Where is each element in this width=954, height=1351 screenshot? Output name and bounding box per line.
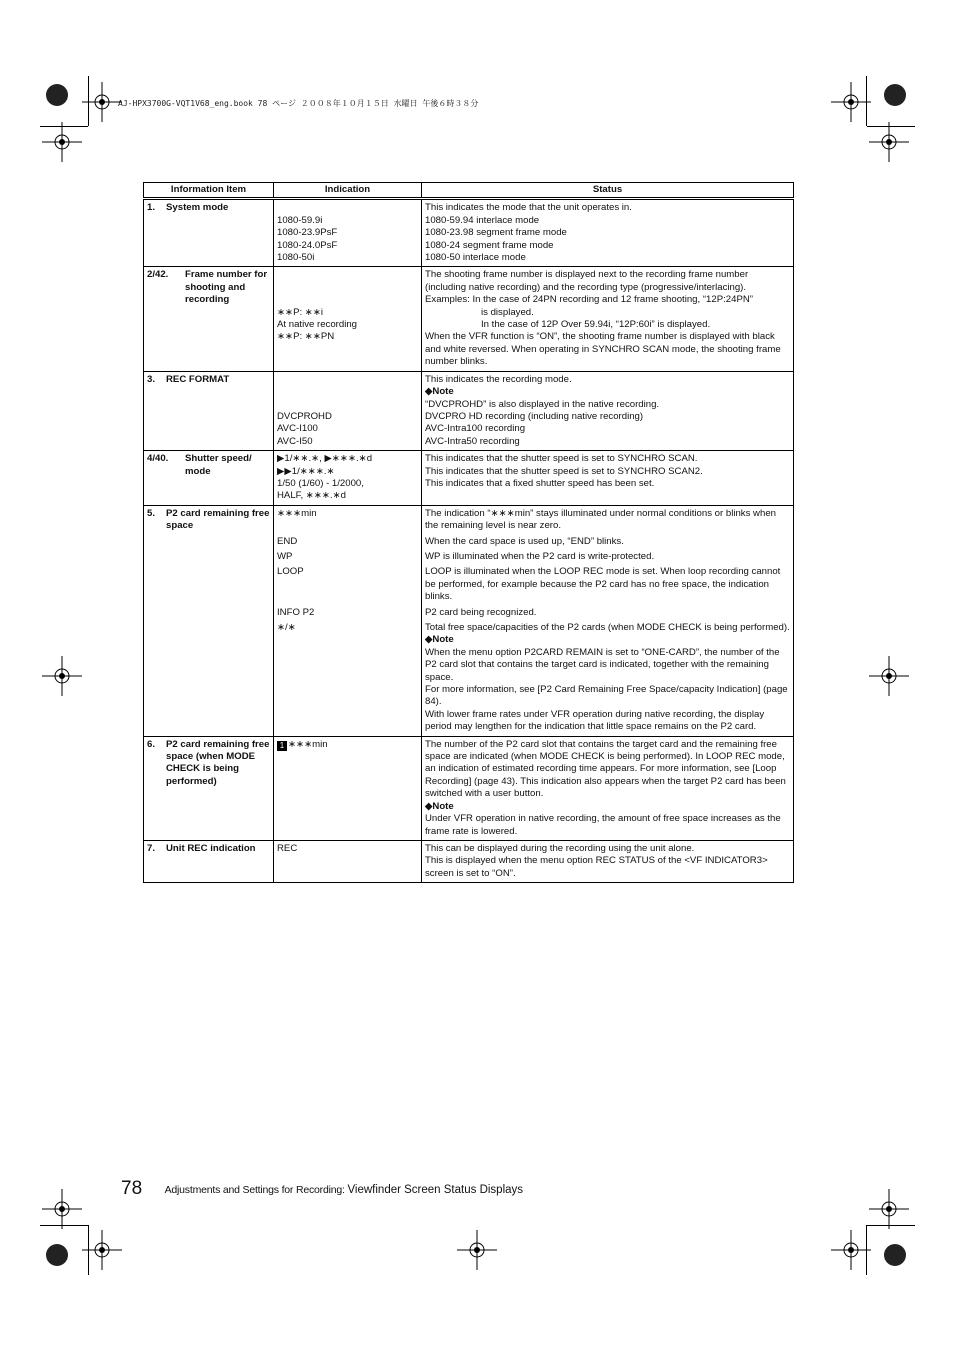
diamond-icon: ◆ <box>425 386 433 398</box>
status-line: This indicates the mode that the unit operates in. <box>425 202 632 214</box>
indication-line: ▶▶1/∗∗∗.∗ <box>277 465 335 477</box>
status-cell <box>422 505 794 736</box>
registration-crosshair-icon <box>831 82 871 122</box>
note-line: When the menu option P2CARD REMAIN is set to “ONE-CARD”, the number of the P2 card slot that contains the target card is indicated, together with the remaining space. <box>425 646 780 683</box>
item-number: 5. <box>147 507 156 519</box>
status-cell <box>422 840 794 882</box>
status-line: DVCPRO HD recording (including native recording) <box>425 410 644 422</box>
indication-cell <box>274 505 422 736</box>
status-line: This indicates that the shutter speed is set to SYNCHRO SCAN2. <box>425 465 703 477</box>
registration-spiral-icon <box>46 1244 68 1266</box>
indication-line <box>277 398 418 410</box>
item-name: Unit REC indication <box>166 842 256 854</box>
item-cell <box>144 840 274 882</box>
indication-line <box>277 202 418 214</box>
status-line: 1080-59.94 interlace mode <box>425 214 540 226</box>
status-line: When the card space is used up, “END” blinks. <box>425 535 624 547</box>
note-heading: ◆Note <box>425 386 454 398</box>
indication-cell <box>274 736 422 840</box>
item-number: 2/42. <box>147 269 169 281</box>
item-number: 7. <box>147 842 156 854</box>
status-line: 1080-23.98 segment frame mode <box>425 227 567 239</box>
status-line: Examples: In the case of 24PN recording and 12 frame shooting, “12P:24PN” <box>425 294 753 306</box>
indication-cell <box>274 840 422 882</box>
indication-line: END <box>277 535 298 547</box>
registration-crosshair-icon <box>831 1230 871 1270</box>
indication-line: ▶1/∗∗.∗, ▶∗∗∗.∗d <box>277 453 373 465</box>
indication-cell <box>274 371 422 450</box>
diamond-icon: ◆ <box>425 800 433 812</box>
item-cell <box>144 199 274 267</box>
status-line: The number of the P2 card slot that contains the target card and the remaining free space are indicated (when MODE CHECK is being performed). In LOOP REC mode, an indication of estimated recording time appears. For more information, see [Loop Recording] (page 43). This indication also appears when the target P2 card has been switched with a user button. <box>425 738 786 800</box>
status-line: LOOP is illuminated when the LOOP REC mode is set. When loop recording cannot be performed, for example because the P2 card has no free space, the indication blinks. <box>425 566 781 603</box>
status-cell <box>422 451 794 506</box>
indication-cell <box>274 451 422 506</box>
indication-line: ∗/∗ <box>277 621 296 633</box>
item-cell <box>144 736 274 840</box>
indication-line: ∗∗P: ∗∗i <box>277 306 324 318</box>
indication-cell <box>274 267 422 371</box>
registration-crosshair-icon <box>42 656 82 696</box>
status-line: This indicates that a fixed shutter speed has been set. <box>425 477 655 489</box>
footer-section-label: Adjustments and Settings for Recording: <box>164 1184 348 1196</box>
column-header: Status <box>422 183 794 199</box>
status-line: This is displayed when the menu option REC STATUS of the <VF INDICATOR3> screen is set to “ON”. <box>425 855 768 879</box>
status-line: When the VFR function is “ON”, the shooting frame number is displayed with black and white reversed. When operating in SYNCHRO SCAN mode, the shooting frame number blinks. <box>425 331 781 368</box>
item-cell <box>144 267 274 371</box>
page-footer <box>121 1178 523 1200</box>
item-name: System mode <box>166 202 229 214</box>
status-line: This can be displayed during the recording using the unit alone. <box>425 842 695 854</box>
status-cell <box>422 371 794 450</box>
registration-spiral-icon <box>884 1244 906 1266</box>
table-row <box>144 199 794 267</box>
file-info-line: AJ-HPX3700G-VQT1V68_eng.book 78 ページ ２００８年１０月１５日 水曜日 午後６時３８分 <box>118 99 479 108</box>
indication-line <box>277 269 418 281</box>
indication-line: 1080-24.0PsF <box>277 239 338 251</box>
note-heading: ◆Note <box>425 634 454 646</box>
footer-page-title: Viewfinder Screen Status Displays <box>347 1184 524 1196</box>
indication-line: ∗∗∗min <box>277 507 317 519</box>
table-row <box>144 267 794 371</box>
indication-line <box>277 282 418 294</box>
item-number: 3. <box>147 373 156 385</box>
registration-crosshair-icon <box>869 1189 909 1229</box>
indication-line: HALF, ∗∗∗.∗d <box>277 490 346 502</box>
note-line: With lower frame rates under VFR operation during native recording, the display period may lengthen for the indication that little space remains on the P2 card. <box>425 708 765 733</box>
status-line: 1080-50 interlace mode <box>425 252 526 264</box>
item-number: 1. <box>147 202 156 214</box>
indication-line: DVCPROHD <box>277 410 332 422</box>
status-line: AVC-Intra50 recording <box>425 435 520 447</box>
table-row <box>144 736 794 840</box>
registration-crosshair-icon <box>457 1230 497 1270</box>
registration-crosshair-icon <box>82 82 122 122</box>
status-line: Total free space/capacities of the P2 cards (when MODE CHECK is being performed). <box>425 622 790 633</box>
status-line: is displayed. <box>481 306 534 318</box>
item-cell <box>144 371 274 450</box>
status-line: The shooting frame number is displayed next to the recording frame number (including native recording) and the recording type (progressive/interlacing). <box>425 269 749 293</box>
status-line: 1080-24 segment frame mode <box>425 239 554 251</box>
status-line: P2 card being recognized. <box>425 606 537 618</box>
indication-line: WP <box>277 550 293 562</box>
status-cell <box>422 199 794 267</box>
indication-line: 1080-23.9PsF <box>277 227 338 239</box>
status-cell <box>422 736 794 840</box>
item-name: Shutter speed/ mode <box>185 453 252 477</box>
indication-line: ∗∗P: ∗∗PN <box>277 331 335 343</box>
status-cell <box>422 267 794 371</box>
status-line: “DVCPROHD” is also displayed in the native recording. <box>425 398 660 410</box>
registration-crosshair-icon <box>869 656 909 696</box>
status-display-table <box>143 182 794 883</box>
column-header: Information Item <box>144 183 274 199</box>
item-name: Frame number for shooting and recording <box>185 269 268 306</box>
status-line: The indication “∗∗∗min” stays illuminated under normal conditions or blinks when the remaining level is near zero. <box>425 507 776 532</box>
indication-line <box>277 374 418 386</box>
indication-line: INFO P2 <box>277 606 315 618</box>
table-row <box>144 451 794 506</box>
indication-line: AVC-I50 <box>277 435 313 447</box>
slot-number-badge: 1 <box>277 741 287 751</box>
item-cell <box>144 451 274 506</box>
indication-line: AVC-I100 <box>277 423 318 435</box>
indication-line: 1080-50i <box>277 252 315 264</box>
registration-crosshair-icon <box>42 1189 82 1229</box>
item-name: REC FORMAT <box>166 373 230 385</box>
note-heading: ◆Note <box>425 800 454 812</box>
indication-line: 1080-59.9i <box>277 214 323 226</box>
indication-line <box>277 294 418 306</box>
page-number: 78 <box>121 1178 143 1199</box>
item-name: P2 card remaining free space (when MODE CHECK is being performed) <box>166 738 270 787</box>
status-line: AVC-Intra100 recording <box>425 423 526 435</box>
status-line: In the case of 12P Over 59.94i, “12P:60i” is displayed. <box>481 319 711 331</box>
indication-line <box>277 386 418 398</box>
indication-line: LOOP <box>277 566 304 578</box>
registration-crosshair-icon <box>42 122 82 162</box>
item-number: 4/40. <box>147 453 169 465</box>
registration-spiral-icon <box>884 84 906 106</box>
status-line: This indicates the recording mode. <box>425 373 572 385</box>
indication-line: 1 ∗∗∗min <box>277 739 418 751</box>
note-line: Under VFR operation in native recording, the amount of free space increases as the frame rate is lowered. <box>425 813 781 837</box>
column-header: Indication <box>274 183 422 199</box>
registration-spiral-icon <box>46 84 68 106</box>
note-line: For more information, see [P2 Card Remaining Free Space/capacity Indication] (page 84). <box>425 684 788 708</box>
indication-line: 1/50 (1/60) - 1/2000, <box>277 477 364 489</box>
registration-crosshair-icon <box>82 1230 122 1270</box>
table-row <box>144 505 794 736</box>
indication-line: REC <box>277 842 298 854</box>
table-row <box>144 371 794 450</box>
registration-crosshair-icon <box>869 122 909 162</box>
indication-cell <box>274 199 422 267</box>
item-name: P2 card remaining free space <box>166 507 270 532</box>
table-header-row <box>144 183 794 199</box>
item-number: 6. <box>147 738 156 750</box>
diamond-icon: ◆ <box>425 634 433 646</box>
status-line: This indicates that the shutter speed is set to SYNCHRO SCAN. <box>425 453 698 465</box>
item-cell <box>144 505 274 736</box>
table-row <box>144 840 794 882</box>
indication-line: At native recording <box>277 319 357 331</box>
status-line: WP is illuminated when the P2 card is write-protected. <box>425 550 655 562</box>
